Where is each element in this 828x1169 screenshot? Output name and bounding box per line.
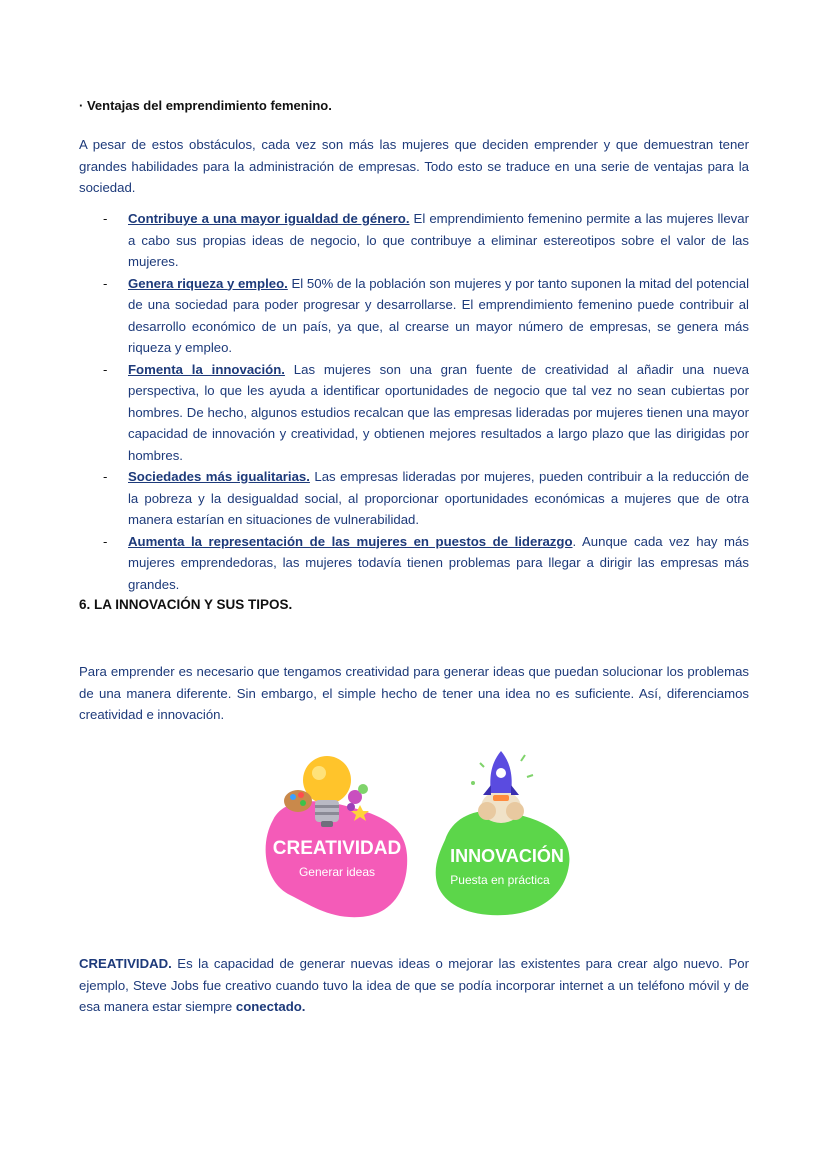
section-title: 6. LA INNOVACIÓN Y SUS TIPOS. [79, 597, 293, 612]
innovacion-label: INNOVACIÓN [450, 846, 564, 866]
item-text: El emprendimiento femenino permite a las mujeres llevar a cabo sus propias ideas de negocio, lo que contribuye a eliminar estereotipos sobre el valor de las mujeres. [128, 211, 750, 269]
list-dash: - [103, 275, 108, 291]
intro-paragraph: A pesar de estos obstáculos, cada vez son más las mujeres que deciden emprender y que demuestran tener grandes habilidades para la administración de empresas. Todo esto se traduce en una serie de ventajas para la sociedad. [79, 137, 749, 195]
rocket-icon [471, 751, 533, 823]
subheading-ventajas: · Ventajas del emprendimiento femenino. [79, 98, 332, 113]
list-dash: - [103, 361, 108, 377]
list-dash: - [103, 211, 108, 226]
item-text: . Aunque cada vez hay más mujeres emprendedoras, las mujeres todavía tienen problemas para llegar a dirigir las empresas más grandes. [128, 533, 749, 592]
item-lead: Sociedades más igualitarias. [128, 469, 310, 484]
advantages-list [103, 208, 750, 595]
item-text: Las empresas lideradas por mujeres, pueden contribuir a la reducción de la pobreza y la desigualdad social, al proporcionar oportunidades económicas a mujeres que de otra manera estarían en situaciones de vulnerabilidad. [128, 469, 750, 527]
item-lead: Genera riqueza y empleo. [128, 275, 288, 291]
creatividad-term: CREATIVIDAD. [79, 956, 172, 971]
item-text: El 50% de la población son mujeres y por tanto suponen la mitad del potencial de una sociedad para poder progresar y desarrollarse. El emprendimiento femenino puede contribuir al desarrollo económico de un país, ya que, al crearse un mayor número de empresas, se genera más riqueza y empleo. [128, 275, 749, 355]
list-item [103, 466, 750, 531]
creatividad-definition [79, 953, 749, 1018]
item-text: Las mujeres son una gran fuente de creatividad al añadir una nueva perspectiva, lo que les ayuda a identificar oportunidades de negocio que tal vez no sean cubiertas por hombres. De hecho, algunos estudios recalcan que las empresas lideradas por mujeres tienen una mayor capacidad de innovación y creatividad, y obtienen mejores resultados a largo plazo que las dirigidas por hombres. [128, 361, 749, 463]
creatividad-text: Es la capacidad de generar nuevas ideas o mejorar las existentes para crear algo nuevo. Por ejemplo, Steve Jobs fue creativo cuando tuvo la idea de que se podía incorporar internet a un teléfono móvil y de esa manera estar siempre [79, 956, 749, 1014]
list-item [103, 273, 749, 359]
innovacion-sublabel: Puesta en práctica [450, 873, 550, 887]
creatividad-label: CREATIVIDAD [272, 838, 402, 859]
list-dash: - [103, 533, 108, 549]
item-lead: Aumenta la representación de las mujeres en puestos de liderazgo [128, 533, 573, 549]
palette-icon [284, 790, 312, 812]
item-lead: Contribuye a una mayor igualdad de género. [128, 211, 410, 226]
list-item [103, 208, 750, 273]
conectado-term: conectado. [235, 999, 306, 1014]
list-item [103, 531, 749, 596]
list-dash: - [103, 469, 108, 484]
list-item [103, 359, 749, 467]
creativity-intro-paragraph: Para emprender es necesario que tengamos creatividad para generar ideas que puedan solucionar los problemas de una manera diferente. Sin embargo, el simple hecho de tener una idea no es suficiente. Así, diferenciamos creatividad e innovación. [79, 664, 749, 722]
creatividad-sublabel: Generar ideas [298, 865, 376, 879]
item-lead: Fomenta la innovación. [128, 361, 285, 377]
creatividad-innovacion-illustration [255, 745, 585, 925]
